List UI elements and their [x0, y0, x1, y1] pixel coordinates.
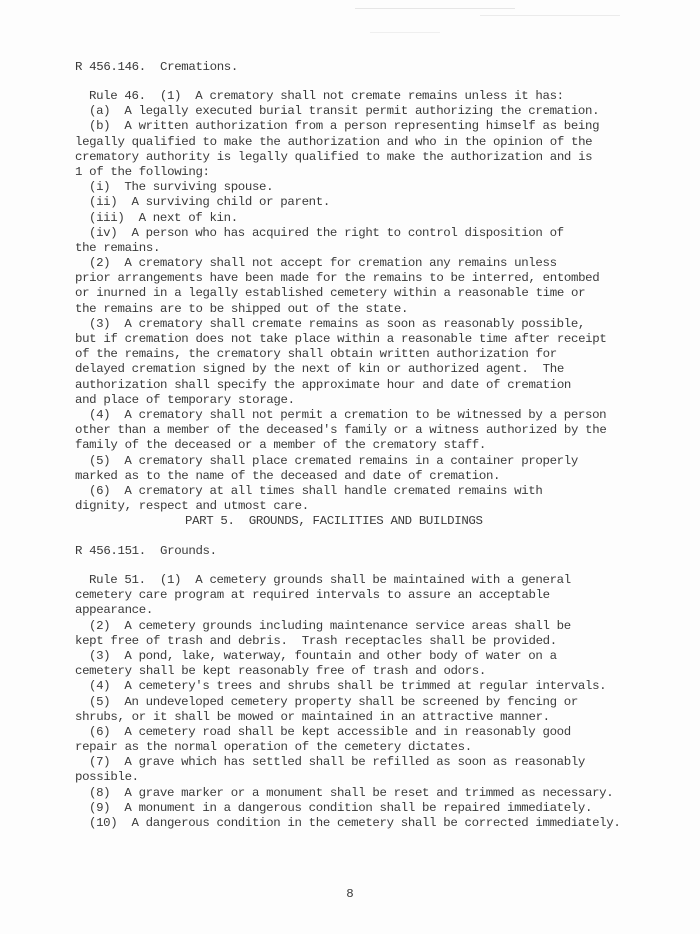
text-line: (2) A crematory shall not accept for cremation any remains unless [89, 256, 557, 271]
section-heading-146: R 456.146. Cremations. [75, 60, 238, 74]
text-line: (9) A monument in a dangerous condition shall be repaired immediately. [89, 800, 593, 815]
text-line: (6) A cemetery road shall be kept accessible and in reasonably good [89, 724, 571, 739]
text-line: legally qualified to make the authorization and who in the opinion of the [75, 134, 593, 149]
text-line: the remains are to be shipped out of the state. [75, 301, 409, 316]
scan-artifact [355, 8, 515, 9]
text-line: crematory authority is legally qualified to make the authorization and is [75, 149, 593, 164]
text-line: but if cremation does not take place within a reasonable time after receipt [75, 332, 607, 346]
text-line: (4) A crematory shall not permit a cremation to be witnessed by a person [89, 407, 607, 422]
text-line: (3) A crematory shall cremate remains as soon as reasonably possible, [89, 316, 585, 331]
text-line: (7) A grave which has settled shall be refilled as soon as reasonably [89, 755, 585, 770]
text-line: Rule 46. (1) A crematory shall not cremate remains unless it has: [89, 89, 564, 103]
scan-artifact [370, 32, 440, 33]
text-line: (iii) A next of kin. [89, 210, 238, 225]
section-151-body [75, 573, 645, 831]
text-line: delayed cremation signed by the next of kin or authorized agent. The [75, 362, 564, 377]
text-line: (2) A cemetery grounds including maintenance service areas shall be [89, 618, 571, 633]
text-line: (8) A grave marker or a monument shall be reset and trimmed as necessary. [89, 785, 614, 800]
section-heading-151: R 456.151. Grounds. [75, 544, 217, 558]
text-line: (5) A crematory shall place cremated remains in a container properly [89, 453, 578, 468]
text-line: kept free of trash and debris. Trash receptacles shall be provided. [75, 633, 557, 648]
text-line: or inurned in a legally established cemetery within a reasonable time or [75, 286, 586, 301]
text-line: (a) A legally executed burial transit permit authorizing the cremation. [89, 104, 600, 119]
text-line: marked as to the name of the deceased and date of cremation. [75, 468, 501, 483]
text-line: cemetery care program at required intervals to assure an acceptable [75, 588, 550, 603]
text-line: dignity, respect and utmost care. [75, 499, 309, 514]
text-line: (ii) A surviving child or parent. [89, 195, 330, 210]
text-line: of the remains, the crematory shall obtain written authorization for [75, 347, 557, 362]
section-146-body [75, 89, 645, 514]
text-line: shrubs, or it shall be mowed or maintained in an attractive manner. [75, 709, 550, 724]
text-line: prior arrangements have been made for the remains to be interred, entombed [75, 271, 600, 286]
scan-artifact [480, 15, 620, 16]
text-line: authorization shall specify the approximate hour and date of cremation [75, 377, 571, 392]
text-line: (b) A written authorization from a person representing himself as being [89, 119, 600, 134]
text-line: (5) An undeveloped cemetery property shall be screened by fencing or [89, 694, 578, 709]
text-line: 1 of the following: [75, 164, 210, 179]
text-line: and place of temporary storage. [75, 392, 295, 407]
text-line: (4) A cemetery's trees and shrubs shall be trimmed at regular intervals. [89, 679, 607, 694]
text-line: cemetery shall be kept reasonably free of trash and odors. [75, 664, 486, 679]
text-line: Rule 51. (1) A cemetery grounds shall be maintained with a general [89, 573, 571, 587]
text-line: family of the deceased or a member of the crematory staff. [75, 438, 486, 453]
text-line: (iv) A person who has acquired the right to control disposition of [89, 225, 564, 240]
text-line: possible. [75, 770, 139, 785]
text-line: other than a member of the deceased's family or a witness authorized by the [75, 423, 607, 438]
text-line: the remains. [75, 240, 161, 255]
text-line: (i) The surviving spouse. [89, 180, 274, 195]
text-line: (10) A dangerous condition in the cemetery shall be corrected immediately. [89, 816, 621, 830]
text-line: (6) A crematory at all times shall handle cremated remains with [89, 483, 543, 498]
page-number: 8 [346, 887, 354, 901]
text-line: (3) A pond, lake, waterway, fountain and other body of water on a [89, 648, 557, 663]
text-line: appearance. [75, 603, 153, 618]
text-line: repair as the normal operation of the cemetery dictates. [75, 740, 472, 755]
part-heading: PART 5. GROUNDS, FACILITIES AND BUILDINGS [185, 514, 483, 528]
